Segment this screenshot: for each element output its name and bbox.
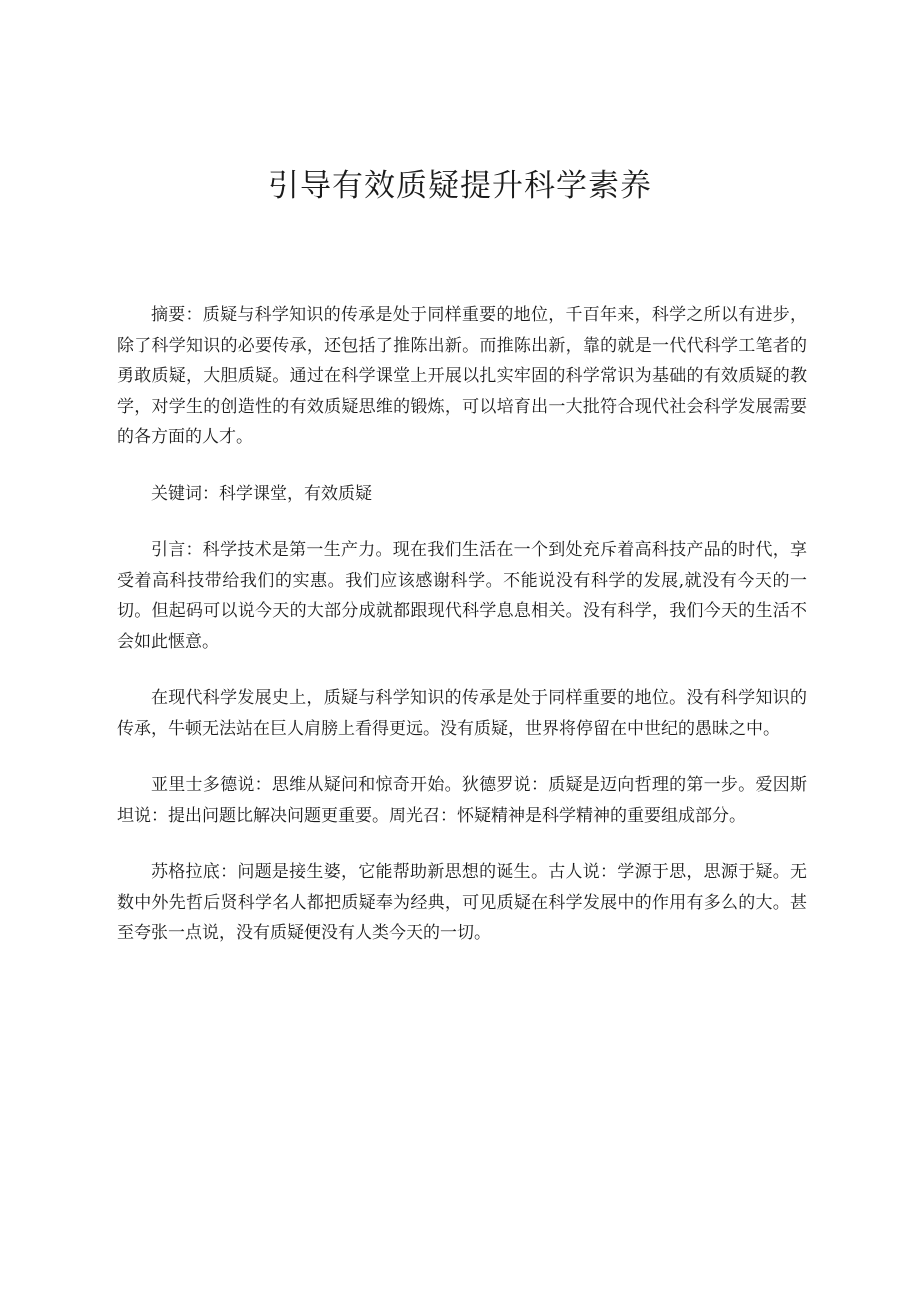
abstract-paragraph: 摘要：质疑与科学知识的传承是处于同样重要的地位，千百年来，科学之所以有进步，除了科学知识的必要传承，还包括了推陈出新。而推陈出新，靠的就是一代代科学工笔者的勇敢质疑，大胆质疑。通过在科学课堂上开展以扎实牢固的科学常识为基础的有效质疑的教学，对学生的创造性的有效质疑思维的锻炼，可以培育出一大批符合现代社会科学发展需要的各方面的人才。 xyxy=(117,305,807,447)
keywords-paragraph: 关键词：科学课堂，有效质疑 xyxy=(151,483,372,504)
document-title: 引导有效质疑提升科学素养 xyxy=(268,168,652,204)
introduction-paragraph: 引言：科学技术是第一生产力。现在我们生活在一个到处充斥着高科技产品的时代，享受着高科技带给我们的实惠。我们应该感谢科学。不能说没有科学的发展,就没有今天的一切。但起码可以说今天的大部分成就都跟现代科学息息相关。没有科学，我们今天的生活不会如此惬意。 xyxy=(117,540,807,652)
document-body xyxy=(117,300,807,975)
quotes-paragraph: 苏格拉底：问题是接生婆，它能帮助新思想的诞生。古人说：学源于思，思源于疑。无数中外先哲后贤科学名人都把质疑奉为经典，可见质疑在科学发展中的作用有多么的大。甚至夸张一点说，没有质疑便没有人类今天的一切。 xyxy=(117,862,807,943)
body-paragraph: 在现代科学发展史上，质疑与科学知识的传承是处于同样重要的地位。没有科学知识的传承，牛顿无法站在巨人肩膀上看得更远。没有质疑，世界将停留在中世纪的愚昧之中。 xyxy=(117,688,807,739)
quotes-paragraph: 亚里士多德说：思维从疑问和惊奇开始。狄德罗说：质疑是迈向哲理的第一步。爱因斯坦说：提出问题比解决问题更重要。周光召：怀疑精神是科学精神的重要组成部分。 xyxy=(117,775,807,826)
